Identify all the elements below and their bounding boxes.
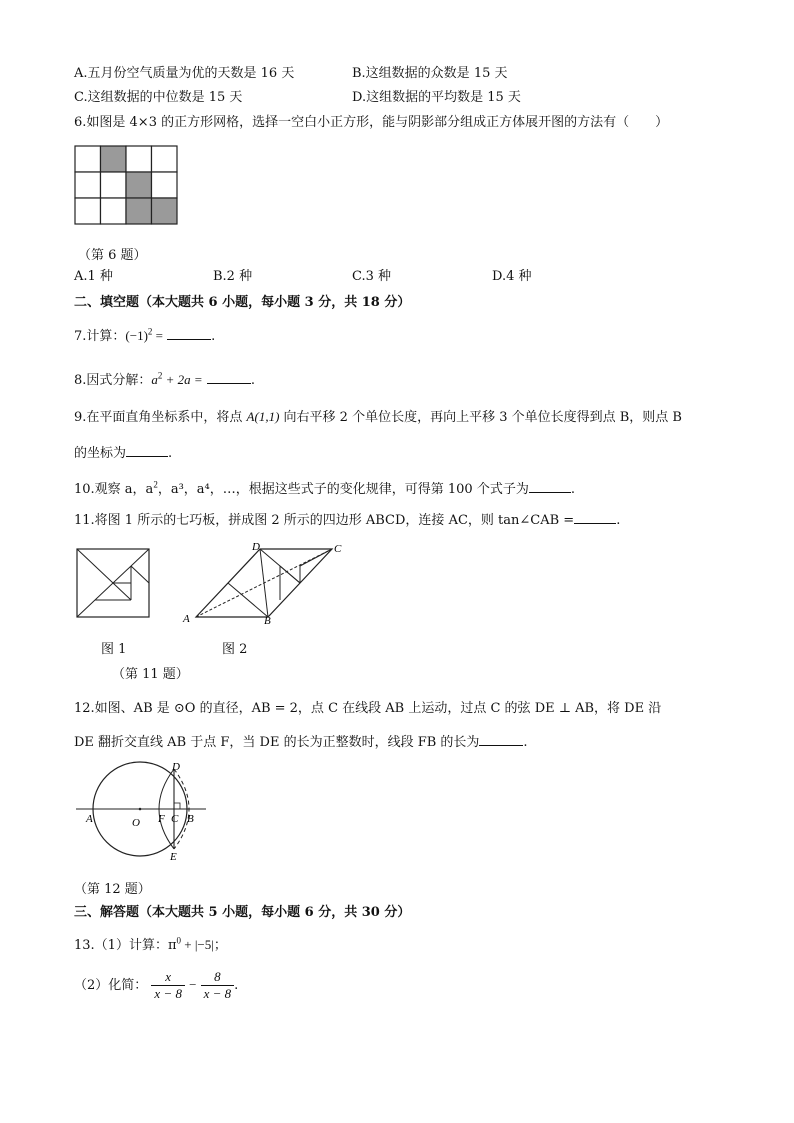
- q11-fig2-label: 图 2: [222, 642, 248, 657]
- q13-part1-exp: 0: [176, 935, 181, 946]
- q10-answer-blank[interactable]: [529, 479, 571, 493]
- q11-label-a: A: [183, 613, 190, 625]
- section-2-title: 二、填空题（本大题共 6 小题，每小题 3 分，共 18 分）: [74, 295, 411, 310]
- q7: 7.计算：$(-1)^2$ = .: [74, 326, 216, 344]
- q13-f2-den: x − 8: [203, 986, 232, 1001]
- grid-cell: [152, 198, 178, 224]
- q6-option-c: C.3 种: [352, 269, 392, 284]
- q9-line2: 的坐标为 .: [74, 443, 172, 463]
- q8-prefix: 8.因式分解：: [74, 373, 152, 388]
- q5-option-c: C.这组数据的中位数是 15 天: [74, 90, 243, 105]
- q13-f2-num: 8: [201, 969, 235, 986]
- q6-option-d: D.4 种: [492, 269, 532, 284]
- grid-cell: [101, 146, 127, 172]
- q12-line1: 12.如图、AB 是 ⊙O 的直径，AB = 2，点 C 在线段 AB 上运动，过点 C 的弦 DE ⊥ AB，将 DE 沿: [74, 701, 662, 716]
- q12-label-a: A: [86, 813, 93, 825]
- q13-f1-num: x: [151, 969, 185, 986]
- section-3-title: 三、解答题（本大题共 5 小题，每小题 6 分，共 30 分）: [74, 905, 411, 920]
- q13-f1-den: x − 8: [154, 986, 182, 1001]
- q12-label-f: F: [158, 813, 165, 825]
- q8-answer-blank[interactable]: [207, 370, 251, 384]
- q12-label-b: B: [187, 813, 194, 825]
- q12-caption: （第 12 题）: [74, 882, 151, 897]
- q13-part1-rest: + |−5|；: [181, 937, 227, 952]
- q7-answer-blank[interactable]: [167, 326, 211, 340]
- q6-option-b: B.2 种: [213, 269, 253, 284]
- q11-fig1-label: 图 1: [101, 642, 127, 657]
- q8-exp: 2: [157, 370, 163, 381]
- q6-option-a: A.1 种: [74, 269, 113, 284]
- q9-text-a: 9.在平面直角坐标系中，将点: [74, 410, 247, 425]
- grid-cell: [101, 198, 127, 224]
- q7-exp: 2: [147, 326, 153, 337]
- q12-label-d: D: [172, 761, 180, 773]
- q9-text-b: 向右平移 2 个单位长度，再向上平移 3 个单位长度得到点 B，则点 B: [279, 410, 682, 425]
- q11-caption: （第 11 题）: [112, 667, 189, 682]
- q9-line2-text: 的坐标为: [74, 446, 127, 461]
- q10-text-a: 10.观察 a，a: [74, 482, 154, 497]
- q10-text-rest: ，a³，a⁴，…，根据这些式子的变化规律，可得第 100 个式子为: [157, 482, 529, 497]
- q11-stem: 11.将图 1 所示的七巧板，拼成图 2 所示的四边形 ABCD，连接 AC，则 tan∠CAB = .: [74, 510, 620, 530]
- q11-text: 11.将图 1 所示的七巧板，拼成图 2 所示的四边形 ABCD，连接 AC，则 tan∠CAB =: [74, 513, 575, 528]
- q11-label-b: B: [264, 615, 271, 626]
- q6-caption: （第 6 题）: [78, 248, 147, 263]
- grid-cell: [126, 146, 152, 172]
- q10: 10.观察 a，$a^2$，a³，a⁴，…，根据这些式子的变化规律，可得第 100 个式子为 .: [74, 479, 575, 497]
- grid-cell: [126, 198, 152, 224]
- q13-part1-prefix: 13.（1）计算：π: [74, 938, 177, 953]
- q8-rest: + 2a =: [162, 372, 203, 387]
- q13-fraction-2: [201, 969, 235, 1002]
- q11-label-c: C: [334, 543, 342, 555]
- q6-stem: 6.如图是 4×3 的正方形网格，选择一空白小正方形，能与阴影部分组成正方体展开图的方法有（ ）: [74, 115, 669, 130]
- q9-line1: [74, 408, 682, 427]
- grid-cell: [152, 146, 178, 172]
- q12-label-e: E: [170, 851, 177, 863]
- grid-cell: [152, 172, 178, 198]
- q11-figure-1-tangram: [76, 548, 150, 618]
- q13-end: .: [234, 978, 239, 993]
- q6-grid-figure: [74, 145, 178, 227]
- q11-label-d: D: [252, 541, 260, 553]
- q12-answer-blank[interactable]: [479, 732, 523, 746]
- q11-figure-2-quadrilateral: [180, 540, 350, 626]
- q13-part2: [74, 968, 238, 1003]
- q12-line2: DE 翻折交直线 AB 于点 F，当 DE 的长为正整数时，线段 FB 的长为 .: [74, 732, 528, 752]
- q7-suffix: =: [152, 328, 163, 343]
- q5-option-d: D.这组数据的平均数是 15 天: [352, 90, 521, 105]
- q8: 8.因式分解：$a^2 + 2a$ = .: [74, 370, 255, 388]
- q5-option-b: B.这组数据的众数是 15 天: [352, 66, 508, 81]
- grid-cell: [75, 198, 101, 224]
- q7-expr: (−1): [125, 328, 148, 343]
- grid-cell: [75, 146, 101, 172]
- q13-minus: −: [189, 977, 197, 992]
- q13-part2-prefix: （2）化简：: [74, 978, 148, 993]
- q12-circle-figure: [74, 758, 210, 866]
- q12-label-o: O: [132, 817, 140, 829]
- q5-option-a: A.五月份空气质量为优的天数是 16 天: [74, 66, 295, 81]
- q9-point: A(1,1): [246, 409, 280, 424]
- grid-cell: [101, 172, 127, 198]
- q8-a: a: [151, 372, 158, 387]
- grid-cell: [75, 172, 101, 198]
- q13-part1: [74, 936, 227, 955]
- q11-answer-blank[interactable]: [574, 510, 616, 524]
- q12-label-c: C: [171, 813, 179, 825]
- q7-prefix: 7.计算：: [74, 329, 126, 344]
- q12-line2-text: DE 翻折交直线 AB 于点 F，当 DE 的长为正整数时，线段 FB 的长为: [74, 735, 480, 750]
- grid-cell: [126, 172, 152, 198]
- q13-fraction-1: [151, 969, 185, 1002]
- q9-answer-blank[interactable]: [126, 443, 168, 457]
